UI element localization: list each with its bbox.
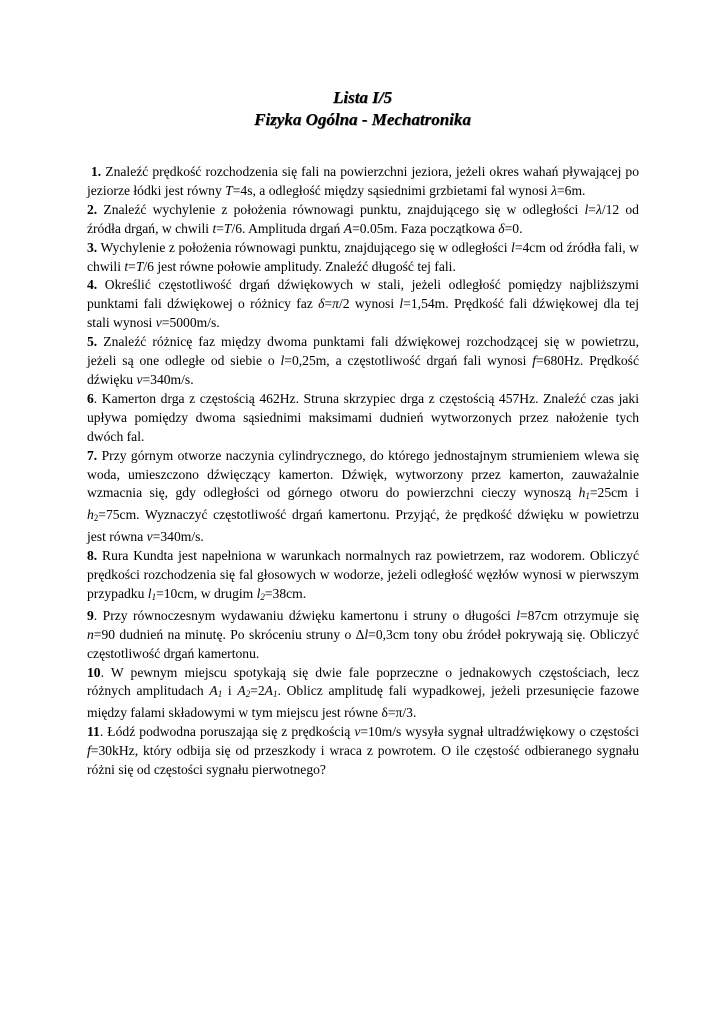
problem-text: =0,3cm tony obu źródeł pokrywają się. Obliczyć częstotliwość drgań kamertonu. [87,626,639,661]
problem-number: 9 [87,607,94,623]
problem-item [87,201,639,239]
problem-text: =90 dudnień na minutę. Po skróceniu struny o Δ [93,626,365,642]
problem-text: λ [595,201,602,217]
problem-text: v [354,724,361,740]
problem-number: 6 [87,390,94,406]
problem-text: f [87,743,91,759]
problem-text: =340m/s. [152,529,204,545]
problem-text: =0.05m. Faza początkowa [352,220,499,236]
problem-text: v [136,371,143,387]
problem-text: . Łódź podwodna poruszająa się z prędkością [99,724,355,740]
problem-item [87,163,639,201]
problem-text: =30kHz, który odbija się od przeszkody i wraca z powrotem. O ile częstość odbieranego sygnału różni się od częstości sygnału pierwotnego? [87,743,639,778]
problem-text: 1 [151,591,157,602]
problem-text: Wychylenie z położenia równowagi punktu, znajdującego się w odległości [100,239,512,255]
problem-text: l [256,585,261,601]
problem-item [87,390,639,447]
problem-text: l [584,201,589,217]
problem-text: 1 [585,491,590,502]
problem-item [87,333,639,390]
problem-text: 2 [93,513,99,524]
problem-item [87,276,639,333]
problem-text: t [124,258,129,274]
problem-text: t [212,220,217,236]
document-title: Lista I/5 [332,88,393,107]
problem-item [87,239,639,277]
problem-number: 11 [87,724,100,740]
problem-text: A [343,220,353,236]
problem-text: l [147,585,152,601]
problem-number: 10 [87,664,101,680]
problem-text: = [128,258,136,274]
problem-text: f [532,353,536,369]
problem-text: =4cm od źródła fali, w chwili [87,239,639,274]
problem-text: /6 jest równe połowie amplitudy. Znaleźć długość tej fali. [143,258,456,274]
problem-text: Rura Kundta jest napełniona w warunkach normalnych raz powietrzem, raz wodorem. Obliczyć prędkości rozchodzenia się fal głosowych w wodorze, jeżeli odległość węzłów wynosi w pierwszym przypadku [87,548,639,601]
problem-text: . Przy równoczesnym wydawaniu dźwięku kamertonu i struny o długości [93,607,517,623]
problem-item [87,547,639,607]
problem-text: 1 [272,689,278,700]
problem-text: v [146,529,153,545]
problem-text: λ [551,182,557,198]
document-subtitle: Fizyka Ogólna - Mechatronika [254,110,471,129]
problem-text: = [588,201,596,217]
problem-text: Znaleźć prędkość rozchodzenia się fali na powierzchni jeziora, jeżeli okres wahań pływającej po jeziorze łódki jest równy [87,164,640,198]
problem-number: 7. [87,447,98,463]
problem-text: =340m/s. [142,371,194,387]
problem-item [87,607,639,664]
problem-text: T [223,220,232,236]
problem-text: h [87,507,94,523]
problem-text: δ [318,296,325,312]
problem-text: Przy górnym otworze naczynia cylindrycznego, do którego jednostajnym strumieniem wlewa się woda, umieszczono dźwięczący kamerton. Dźwięk, wytworzony przez kamerton, zauważalnie wzmacnia się, gdy odległości od górnego otworu do powierzchni cieczy wynoszą [87,447,639,501]
problem-text: Znaleźć wychylenie z położenia równowagi punktu, znajdującego się w odległości [103,201,585,217]
problem-text: =4s, a odległość między sąsiednimi grzbietami fal wynosi [232,182,552,198]
problem-text: . W pewnym miejscu spotykają się dwie fale poprzeczne o jednakowych częstościach, lecz różnych amplitudach [87,664,639,699]
problem-text: l [364,626,369,642]
problem-text: h [578,485,586,501]
problem-number: 5. [87,334,98,350]
problem-text: . Oblicz amplitudę fali wypadkowej, jeżeli przesunięcie fazowe między falami składowymi w tym miejscu jest równe δ=π/3. [87,683,639,721]
problem-text: /12 od źródła drgań, w chwili [87,201,639,236]
problem-text: =0,25m, a częstotliwość drgań fali wynosi [284,353,533,369]
problem-text: =10m/s wysyła sygnał ultradźwiękowy o częstości [360,724,639,740]
problem-text: =75cm. Wyznaczyć częstotliwość drgań kamertonu. Przyjąć, że prędkość dźwięku w powietrzu jest równa [87,507,639,545]
problem-text: =87cm otrzymuje się [520,607,639,623]
problem-item [87,664,639,724]
problem-text: i [222,683,238,699]
problem-text: /6. Amplituda drgań [231,220,344,236]
problem-number: 4. [87,277,98,293]
problem-text: A [209,683,218,699]
problem-number: 2. [87,201,98,217]
problem-text: 2 [245,689,251,700]
problem-text: l [511,239,515,255]
problem-text: T [225,182,233,198]
problem-text: T [135,258,144,274]
problem-text: A [237,683,246,699]
problem-number: 3. [87,239,98,255]
problem-number: 1. [91,164,102,179]
problem-text: π [332,296,339,312]
problem-text: 1 [217,689,223,700]
problem-text: = [216,220,224,236]
problem-text: . Kamerton drga z częstością 462Hz. Struna skrzypiec drga z częstością 457Hz. Znaleźć czas jaki upływa pomiędzy dwoma sąsiednimi maksimami dudnień wytworzonych przez nałożenie tych dwóch fal. [87,390,639,444]
problem-text: = [324,296,333,312]
problem-text: =25cm i [589,485,639,501]
problem-text: n [87,626,94,642]
problem-item [87,447,639,548]
problem-item [87,723,639,780]
problem-text: Znaleźć różnicę faz między dwoma punktami fali dźwiękowej rozchodzącej się w powietrzu, jeżeli są one odległe od siebie o [87,334,639,369]
problem-text: δ [498,220,505,236]
problem-text: A [264,683,273,699]
problem-text: =6m. [557,182,586,198]
problem-text: =5000m/s. [161,315,220,331]
problem-text: =2 [250,683,265,699]
problem-text: =680Hz. Prędkość dźwięku [87,353,639,387]
problem-text: l [399,296,404,312]
problem-text: l [280,353,285,369]
problem-list [87,163,639,780]
problem-text: =10cm, w drugim [156,585,257,601]
problem-text: Określić częstotliwość drgań dźwiękowych w stali, jeżeli odległość pomiędzy najbliższymi punktami fali dźwiękowej o różnicy faz [87,277,639,312]
problem-text: v [155,315,162,331]
problem-number: 8. [87,548,98,564]
problem-text: /2 wynosi [338,296,400,312]
problem-text: =1,54m. Prędkość fali dźwiękowej dla tej stali wynosi [87,296,639,331]
problem-text: =38cm. [264,585,307,601]
problem-text: 2 [260,591,265,602]
problem-text: l [516,607,521,623]
problem-text: =0. [504,220,523,236]
